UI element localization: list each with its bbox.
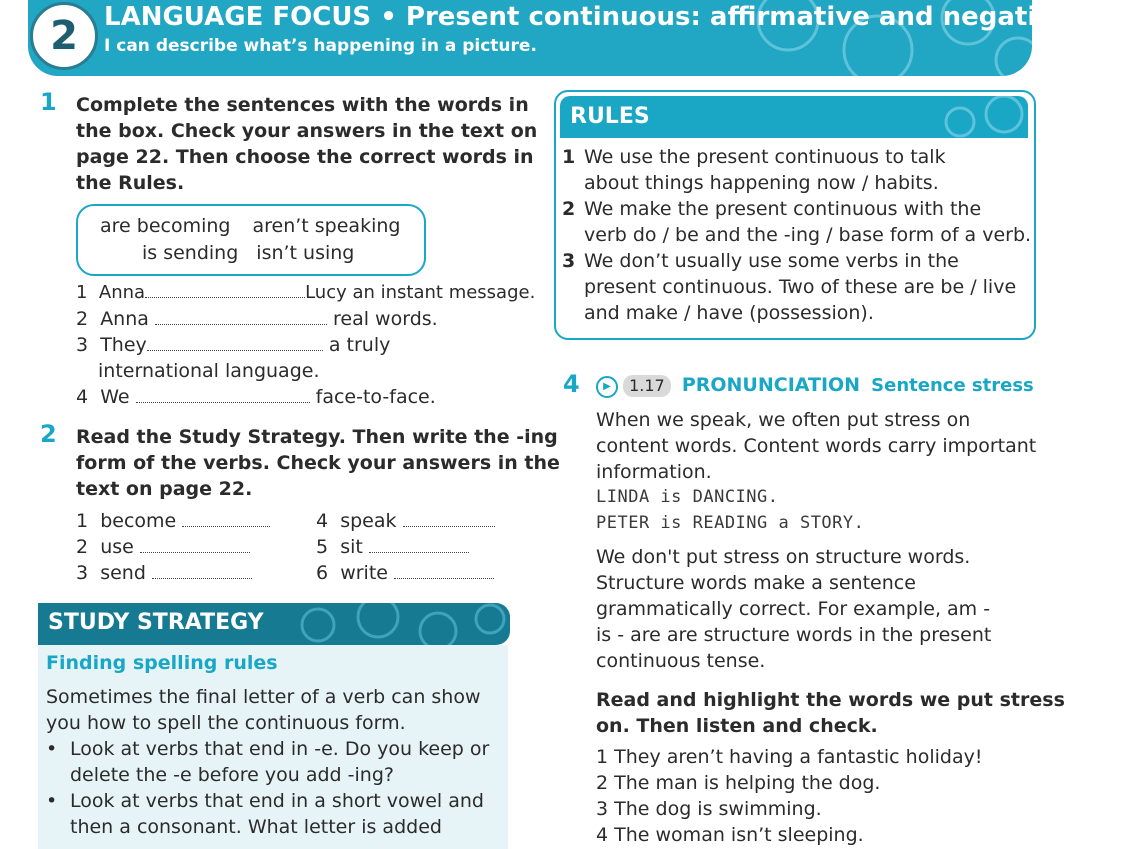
- exercise-2-number: 2: [40, 420, 57, 448]
- verb-item: 3 send: [76, 560, 270, 586]
- instruction-line: Read the Study Strategy. Then write the -ing: [76, 426, 558, 448]
- verb-list-right: [316, 508, 495, 586]
- instruction-line: page 22. Then choose the correct words in: [76, 146, 534, 168]
- exercise-4-instruction: Read and highlight the words we put stress on. Then listen and check.: [596, 689, 1065, 737]
- exercise-4-item: 3 The dog is swimming.: [596, 798, 822, 820]
- exercise-4-item: 4 The woman isn’t sleeping.: [596, 824, 864, 846]
- verb-item: 4 speak: [316, 508, 495, 534]
- section-subtitle: I can describe what’s happening in a picture.: [104, 36, 537, 56]
- decorative-circles: [278, 603, 510, 645]
- box-word: isn’t using: [256, 242, 355, 264]
- verb-item: 2 use: [76, 534, 270, 560]
- exercise-1-number: 1: [40, 88, 57, 116]
- audio-icon[interactable]: ▶: [596, 376, 618, 398]
- box-word: is sending: [142, 242, 239, 264]
- instruction-line: text on page 22.: [76, 478, 253, 500]
- box-word: are becoming: [100, 215, 231, 237]
- instruction-line: form of the verbs. Check your answers in the: [76, 452, 560, 474]
- instruction-line: the Rules.: [76, 172, 185, 194]
- rule-item: 3 We don’t usually use some verbs in the present continuous. Two of these are be / live and make / have (possession).: [562, 250, 1017, 324]
- study-strategy-title: STUDY STRATEGY: [48, 610, 264, 635]
- section-title: LANGUAGE FOCUS • Present continuous: affirmative and negative: [104, 2, 1071, 32]
- decorative-circles: [930, 96, 1028, 138]
- exercise-4-number: 4: [563, 370, 580, 398]
- verb-item: 6 write: [316, 560, 495, 586]
- instruction-line: the box. Check your answers in the text on: [76, 120, 538, 142]
- exercise-4-heading: [596, 374, 1034, 398]
- exercise-2-instruction: [76, 424, 560, 502]
- instruction-line: Complete the sentences with the words in: [76, 94, 529, 116]
- example-sentence: LINDA is DANCING.: [596, 487, 779, 507]
- exercise-4-item: 2 The man is helping the dog.: [596, 772, 881, 794]
- word-box-row-1: [100, 213, 400, 239]
- exercise-1-instruction: [76, 92, 537, 196]
- study-strategy-heading: Finding spelling rules: [46, 652, 278, 674]
- study-strategy-text: Sometimes the final letter of a verb can show you how to spell the continuous form.: [46, 686, 481, 734]
- section-number: 2: [30, 2, 98, 70]
- pronunciation-paragraph-1: When we speak, we often put stress on content words. Content words carry important information.: [596, 409, 1037, 483]
- rules-title: RULES: [570, 104, 650, 129]
- verb-item: 5 sit: [316, 534, 495, 560]
- word-box-row-2: [142, 240, 354, 266]
- rule-item: 2 We make the present continuous with the verb do / be and the -ing / base form of a verb.: [562, 198, 1032, 246]
- example-sentence: PETER is READING a STORY.: [596, 513, 865, 533]
- pronunciation-title: PRONUNCIATION: [681, 374, 861, 396]
- exercise-1-item: 4 We face-to-face.: [76, 386, 436, 408]
- exercise-1-item: 2 Anna real words.: [76, 308, 438, 330]
- exercise-1-item: 1 Anna Lucy an instant message.: [76, 282, 536, 303]
- pronunciation-subtitle: Sentence stress: [871, 375, 1034, 396]
- exercise-1-item: 3 They a truly: [76, 334, 391, 356]
- study-strategy-bullet: • Look at verbs that end in -e. Do you keep or delete the -e before you add -ing?: [46, 738, 490, 786]
- exercise-4-item: 1 They aren’t having a fantastic holiday!: [596, 746, 983, 768]
- verb-item: 1 become: [76, 508, 270, 534]
- verb-list-left: [76, 508, 270, 586]
- exercise-4-items: [596, 744, 982, 848]
- study-strategy-bullet: • Look at verbs that end in a short vowel and then a consonant. What letter is added: [46, 790, 484, 838]
- audio-track-badge: 1.17: [623, 375, 671, 397]
- exercise-1-item-continued: international language.: [98, 360, 320, 382]
- rule-item: 1 We use the present continuous to talk about things happening now / habits.: [562, 146, 946, 194]
- pronunciation-paragraph-2: We don't put stress on structure words. Structure words make a sentence grammatically correct. For example, am - is - are are structure words in the present continuous tense.: [596, 546, 992, 672]
- box-word: aren’t speaking: [252, 215, 401, 237]
